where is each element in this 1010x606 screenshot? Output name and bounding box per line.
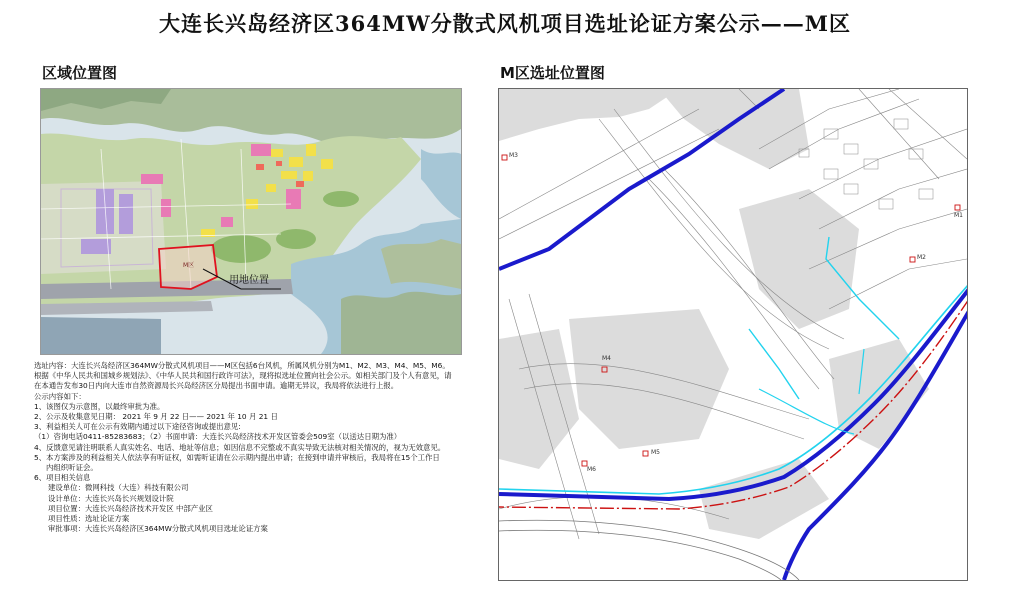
site-location-label: 用地位置 (229, 275, 269, 286)
notice-line-12: 6、项目相关信息 (34, 473, 91, 483)
turbine-m2-label: M2 (917, 254, 926, 261)
site-code-text: M区 (183, 262, 195, 269)
project-builder: 建设单位：微网科技（大连）科技有限公司 (48, 483, 189, 493)
project-nature: 项目性质：选址论证方案 (48, 514, 130, 524)
notice-line-10: 5、本方案涉及的利益相关人依法享有听证权，如需听证请在公示期内提出申请；在接到申请并审核后，我局将在15个工作日 (34, 452, 440, 462)
notice-line-11: 内组织听证会。 (46, 463, 98, 473)
notice-line-1: 选址内容：大连长兴岛经济区364MW分散式风机项目——M区包括6台风机，所属风机分别为M1、M2、M3、M4、M5、M6。 (34, 361, 450, 370)
regional-map-graphic (41, 89, 461, 354)
notice-line-9: 4、反馈意见请注明联系人真实姓名、电话、地址等信息；如因信息不完整或不真实导致无法核对相关情况的，视为无效意见。 (34, 442, 446, 452)
project-approval-item: 审批事项：大连长兴岛经济区364MW分散式风机项目选址论证方案 (48, 524, 268, 534)
turbine-m5-label: M5 (651, 449, 660, 456)
site-selection-map[interactable] (498, 88, 968, 581)
project-designer: 设计单位：大连长兴岛长兴规划设计院 (48, 493, 174, 503)
turbine-m4-label: M4 (602, 355, 611, 362)
notice-line-5: 1、该图仅为示意图，以最终审批为准。 (34, 401, 165, 411)
regional-map-heading: 区域位置图 (42, 64, 118, 82)
notice-line-3: 在本通告发布30日内向大连市自然资源局长兴岛经济区分局提出书面申请。逾期无异议，我局将依法进行上报。 (34, 381, 399, 391)
notice-line-6: 2、公示及收集意见日期： 2021 年 9 月 22 日—— 2021 年 10 月 21 日 (34, 412, 278, 422)
site-map-heading: M区选址位置图 (500, 64, 605, 82)
turbine-m1-label: M1 (954, 212, 963, 219)
page-title: 大连长兴岛经济区364MW分散式风机项目选址论证方案公示——M区 (159, 11, 851, 36)
turbine-m6-label: M6 (587, 466, 596, 473)
notice-line-7: 3、利益相关人可在公示有效期内通过以下途径咨询或提出意见: (34, 422, 241, 432)
public-notice (34, 361, 496, 534)
notice-line-4: 公示内容如下： (34, 391, 86, 401)
notice-line-2: 根据《中华人民共和国城乡规划法》、《中华人民共和国行政许可法》，现将拟选址位置向社会公示。如相关部门及个人有意见，请 (34, 371, 452, 381)
notice-line-8: （1）咨询电话0411-85283683；（2）书面申请：大连长兴岛经济技术开发区管委会509室（以送达日期为准） (34, 432, 402, 442)
regional-location-map[interactable] (40, 88, 462, 355)
project-location: 项目位置：大连长兴岛经济技术开发区 中部产业区 (48, 503, 213, 513)
site-map-graphic (499, 89, 967, 580)
turbine-m3-label: M3 (509, 152, 518, 159)
